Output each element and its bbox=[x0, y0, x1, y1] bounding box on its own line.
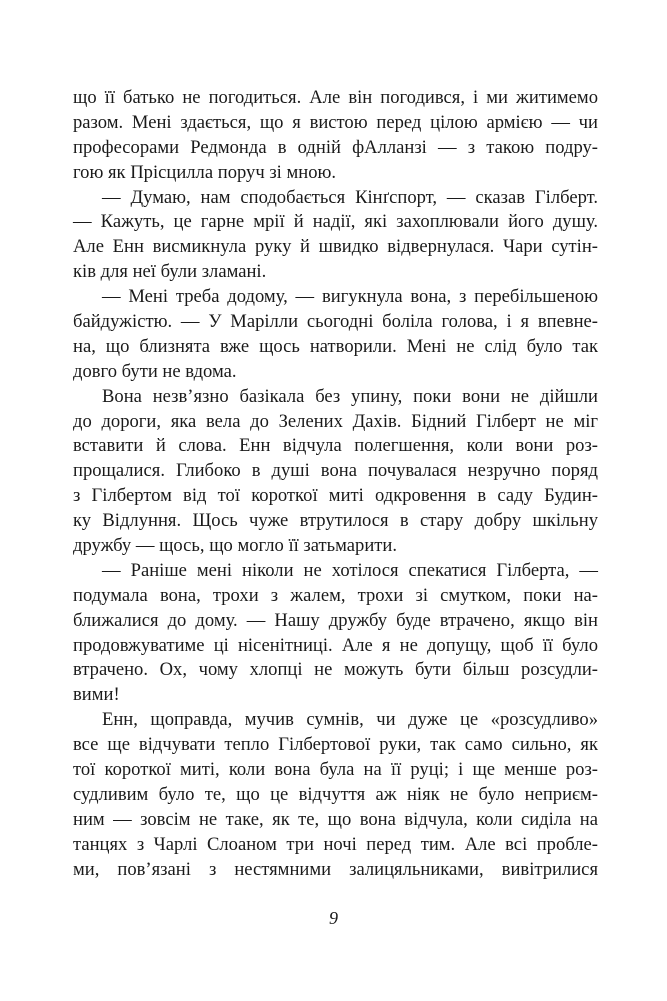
text-line: втрачено. Ох, чому хлопці не можуть бути більш розсудли- bbox=[73, 659, 598, 681]
text-line: все ще відчувати тепло Гілбертової руки, так само сильно, як bbox=[73, 734, 598, 756]
body-text bbox=[73, 86, 598, 883]
text-line: — Раніше мені ніколи не хотілося спекатися Гілберта, — bbox=[102, 559, 598, 581]
text-line: разом. Мені здається, що я вистою перед цілою армією — чи bbox=[73, 111, 598, 133]
text-line: тої короткої миті, коли вона була на її руці; і ще менше роз- bbox=[73, 759, 598, 781]
text-line: — Мені треба додому, — вигукнула вона, з перебільшеною bbox=[102, 286, 598, 308]
text-line: прощалися. Глибоко в душі вона почувалася незручно поряд bbox=[73, 460, 598, 482]
text-line: професорами Редмонда в одній фАлланзі — з такою подру- bbox=[73, 136, 598, 158]
text-line: вими! bbox=[73, 684, 120, 706]
text-line: — Кажуть, це гарне мрії й надії, які захоплювали його душу. bbox=[73, 211, 598, 233]
text-line: ним — зовсім не таке, як те, що вона відчула, коли сиділа на bbox=[73, 808, 598, 830]
text-line: Вона незв’язно базікала без упину, поки вони не дійшли bbox=[102, 385, 598, 407]
text-line: що її батько не погодиться. Але він погодився, і ми житимемо bbox=[73, 87, 598, 108]
text-line: до дороги, яка вела до Зелених Дахів. Бідний Гілберт не міг bbox=[73, 410, 598, 432]
text-line: ближалися до дому. — Нашу дружбу буде втрачено, якщо він bbox=[73, 609, 598, 631]
text-line: довго бути не вдома. bbox=[73, 360, 237, 382]
text-line: з Гілбертом від тої короткої миті одкровення в саду Будин- bbox=[73, 485, 598, 507]
text-line: ку Відлуння. Щось чуже втрутилося в стару добру шкільну bbox=[73, 510, 598, 532]
text-line: дружбу — щось, що могло її затьмарити. bbox=[73, 535, 398, 557]
text-line: на, що близнята вже щось натворили. Мені не слід було так bbox=[73, 335, 598, 357]
text-line: гою як Прісцилла поруч зі мною. bbox=[73, 161, 337, 183]
text-line: ків для неї були зламані. bbox=[73, 261, 267, 283]
text-line: вставити й слова. Енн відчула полегшення, коли вони роз- bbox=[73, 435, 598, 457]
text-line: подумала вона, трохи з жалем, трохи зі смутком, поки на- bbox=[73, 584, 598, 606]
text-line: продовжуватиме ці нісенітниці. Але я не допущу, щоб її було bbox=[73, 634, 598, 656]
page-number: 9 bbox=[329, 908, 338, 928]
text-line: ми, пов’язані з нестямними залицяльниками, вивітрилися bbox=[73, 858, 598, 880]
text-line: судливим було те, що це відчуття аж ніяк не було неприєм- bbox=[73, 783, 598, 805]
text-line: байдужістю. — У Марілли сьогодні боліла голова, і я впевне- bbox=[73, 311, 598, 333]
text-line: Але Енн висмикнула руку й швидко відвернулася. Чари сутін- bbox=[73, 236, 598, 258]
text-line: — Думаю, нам сподобається Кінґспорт, — сказав Гілберт. bbox=[102, 186, 598, 208]
text-line: танцях з Чарлі Слоаном три ночі перед тим. Але всі пробле- bbox=[73, 833, 598, 855]
text-line: Енн, щоправда, мучив сумнів, чи дуже це «розсудливо» bbox=[102, 709, 598, 731]
